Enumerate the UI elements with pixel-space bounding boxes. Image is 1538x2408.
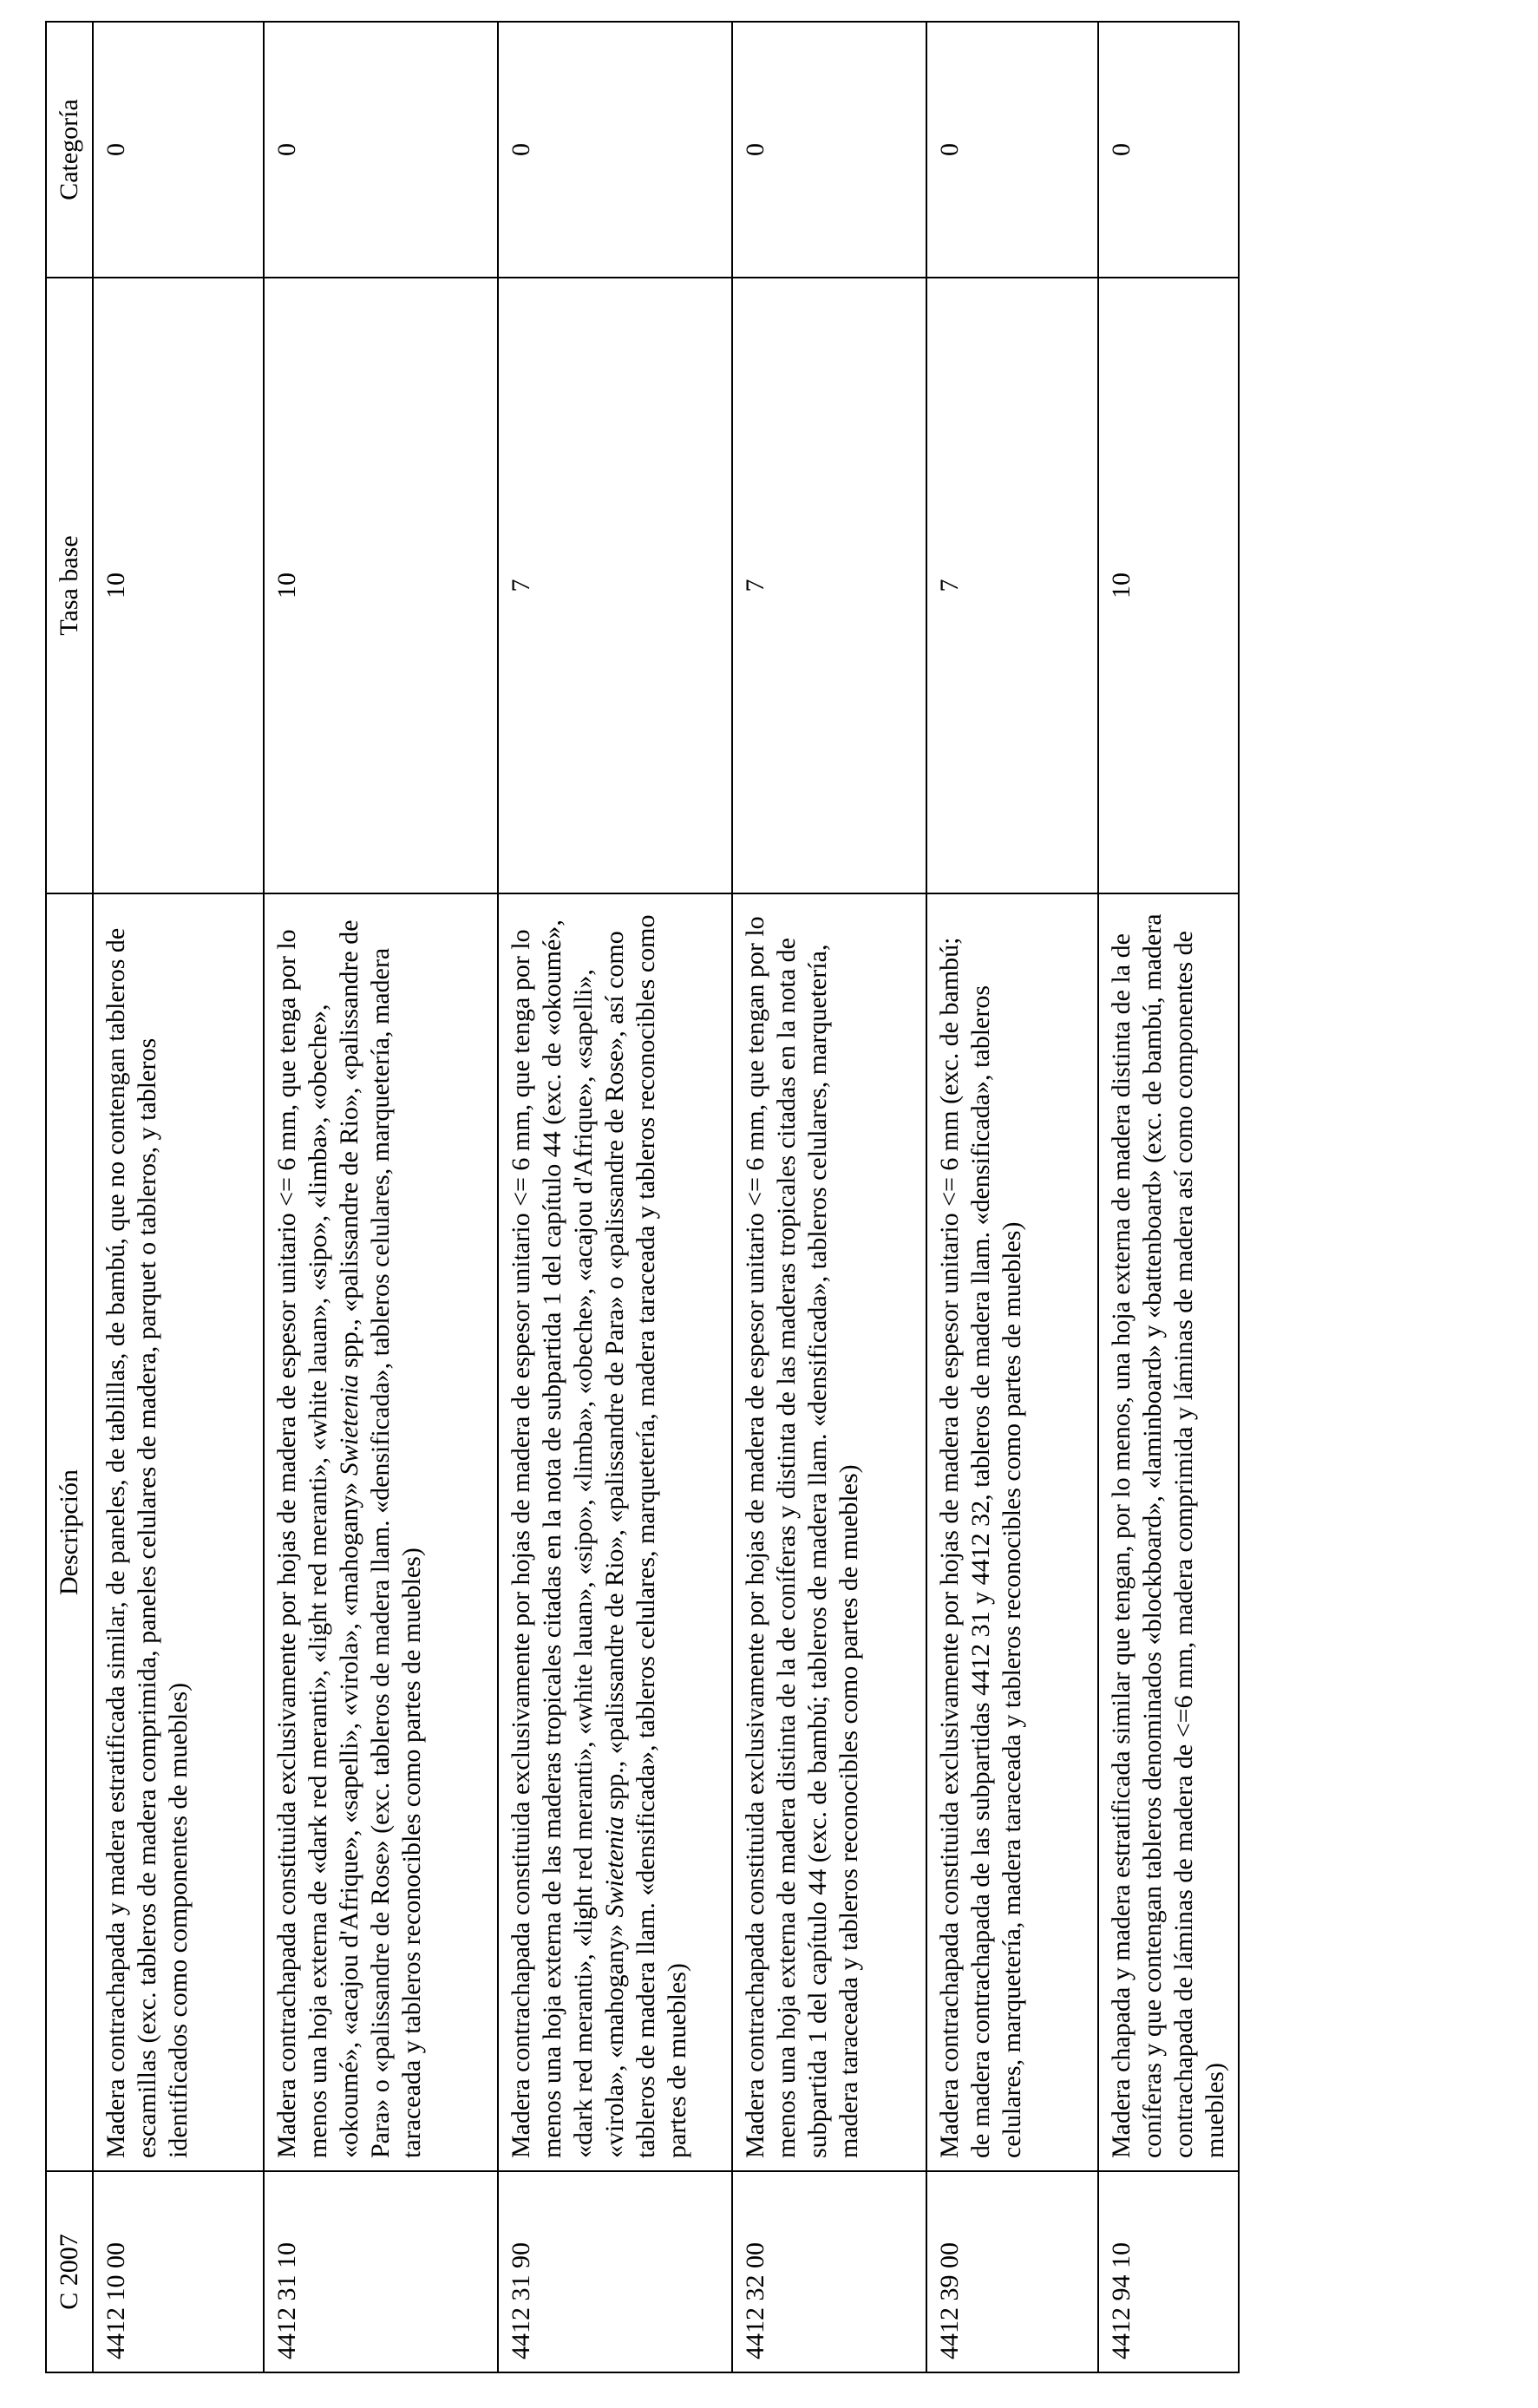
description-text: spp., «palissandre de Rio», «palissandre de Para» o «palissandre de Rose», así como tableros de madera llam. «densificada», tableros celulares, marquetería, madera taraceada y tableros reconocibles como partes de muebles) [600,914,691,2158]
row-code: 4412 39 00 [926,2171,1098,2372]
row-category: 0 [926,22,1098,278]
row-category: 0 [93,22,264,278]
row-code: 4412 94 10 [1098,2171,1239,2372]
species-name: Swietenia [600,1816,629,1918]
row-rate: 7 [926,278,1098,893]
row-category: 0 [264,22,498,278]
row-description [264,893,498,2171]
table-row [498,22,732,2372]
table-row [732,22,926,2372]
table-row [93,22,264,2372]
description-text: Madera contrachapada constituida exclusivamente por hojas de madera de espesor unitario <= 6 mm, que tenga por lo menos una hoja externa de las maderas tropicales citadas en la nota de subpartida 1 del capítulo 44 (exc. de «okoumé», «dark red meranti», «light red meranti», «white lauan», «sipo», «limba», «obeche», «acajou d'Afrique», «sapelli», «virola», «mahogany» [507,919,629,2158]
row-rate: 7 [732,278,926,893]
row-rate: 10 [93,278,264,893]
description-text: Madera contrachapada constituida exclusivamente por hojas de madera de espesor unitario <= 6 mm, que tenga por lo menos una hoja externa de «dark red meranti», «light red meranti», «white lauan», «sipo», «limba», «obeche», «okoumé», «acajou d'Afrique», «sapelli», «virola», «mahogany» [272,929,363,2158]
table-row [264,22,498,2372]
row-code: 4412 32 00 [732,2171,926,2372]
row-description: Madera contrachapada y madera estratificada similar, de paneles, de tablillas, de bambú, que no contengan tableros de escamillas (exc. tableros de madera comprimida, paneles celulares de madera, parquet o tableros, y tableros identificados como componentes de muebles) [93,893,264,2171]
row-rate: 7 [498,278,732,893]
row-rate: 10 [1098,278,1239,893]
description-text: spp., «palissandre de Rio», «palissandre de Para» o «palissandre de Rose» (exc. tableros de madera llam. «densificada», tableros celulares, marquetería, madera taraceada y tableros reconocibles como partes de muebles) [335,919,426,2158]
row-code: 4412 31 10 [264,2171,498,2372]
header-code: C 2007 [46,2171,93,2372]
row-category: 0 [498,22,732,278]
row-code: 4412 31 90 [498,2171,732,2372]
header-rate: Tasa base [46,278,93,893]
rotated-page [45,23,1229,2373]
row-description [498,893,732,2171]
row-description: Madera chapada y madera estratificada similar que tengan, por lo menos, una hoja externa de madera distinta de la de coníferas y que contengan tableros denominados «blockboard», «laminboard» y «battenboard» (exc. de bambú, madera contrachapada de láminas de madera de <=6 mm, madera comprimida y láminas de madera así como componentes de muebles) [1098,893,1239,2171]
tariff-table [45,21,1240,2373]
table-row [1098,22,1239,2372]
table-row [926,22,1098,2372]
row-category: 0 [732,22,926,278]
header-row [46,22,93,2372]
row-description: Madera contrachapada constituida exclusivamente por hojas de madera de espesor unitario <= 6 mm, que tengan por lo menos una hoja externa de madera distinta de la de coníferas y distinta de las maderas tropicales citadas en la nota de subpartida 1 del capítulo 44 (exc. de bambú; tableros de madera llam. «densificada», tableros celulares, marquetería, madera taraceada y tableros reconocibles como partes de muebles) [732,893,926,2171]
row-category: 0 [1098,22,1239,278]
species-name: Swietenia [335,1374,363,1476]
header-description: Descripción [46,893,93,2171]
row-rate: 10 [264,278,498,893]
row-code: 4412 10 00 [93,2171,264,2372]
row-description: Madera contrachapada constituida exclusivamente por hojas de madera de espesor unitario <= 6 mm (exc. de bambú; de madera contrachapada de las subpartidas 4412 31 y 4412 32, tableros de madera llam. «densificada», tableros celulares, marquetería, madera taraceada y tableros reconocibles como partes de muebles) [926,893,1098,2171]
header-category: Categoría [46,22,93,278]
